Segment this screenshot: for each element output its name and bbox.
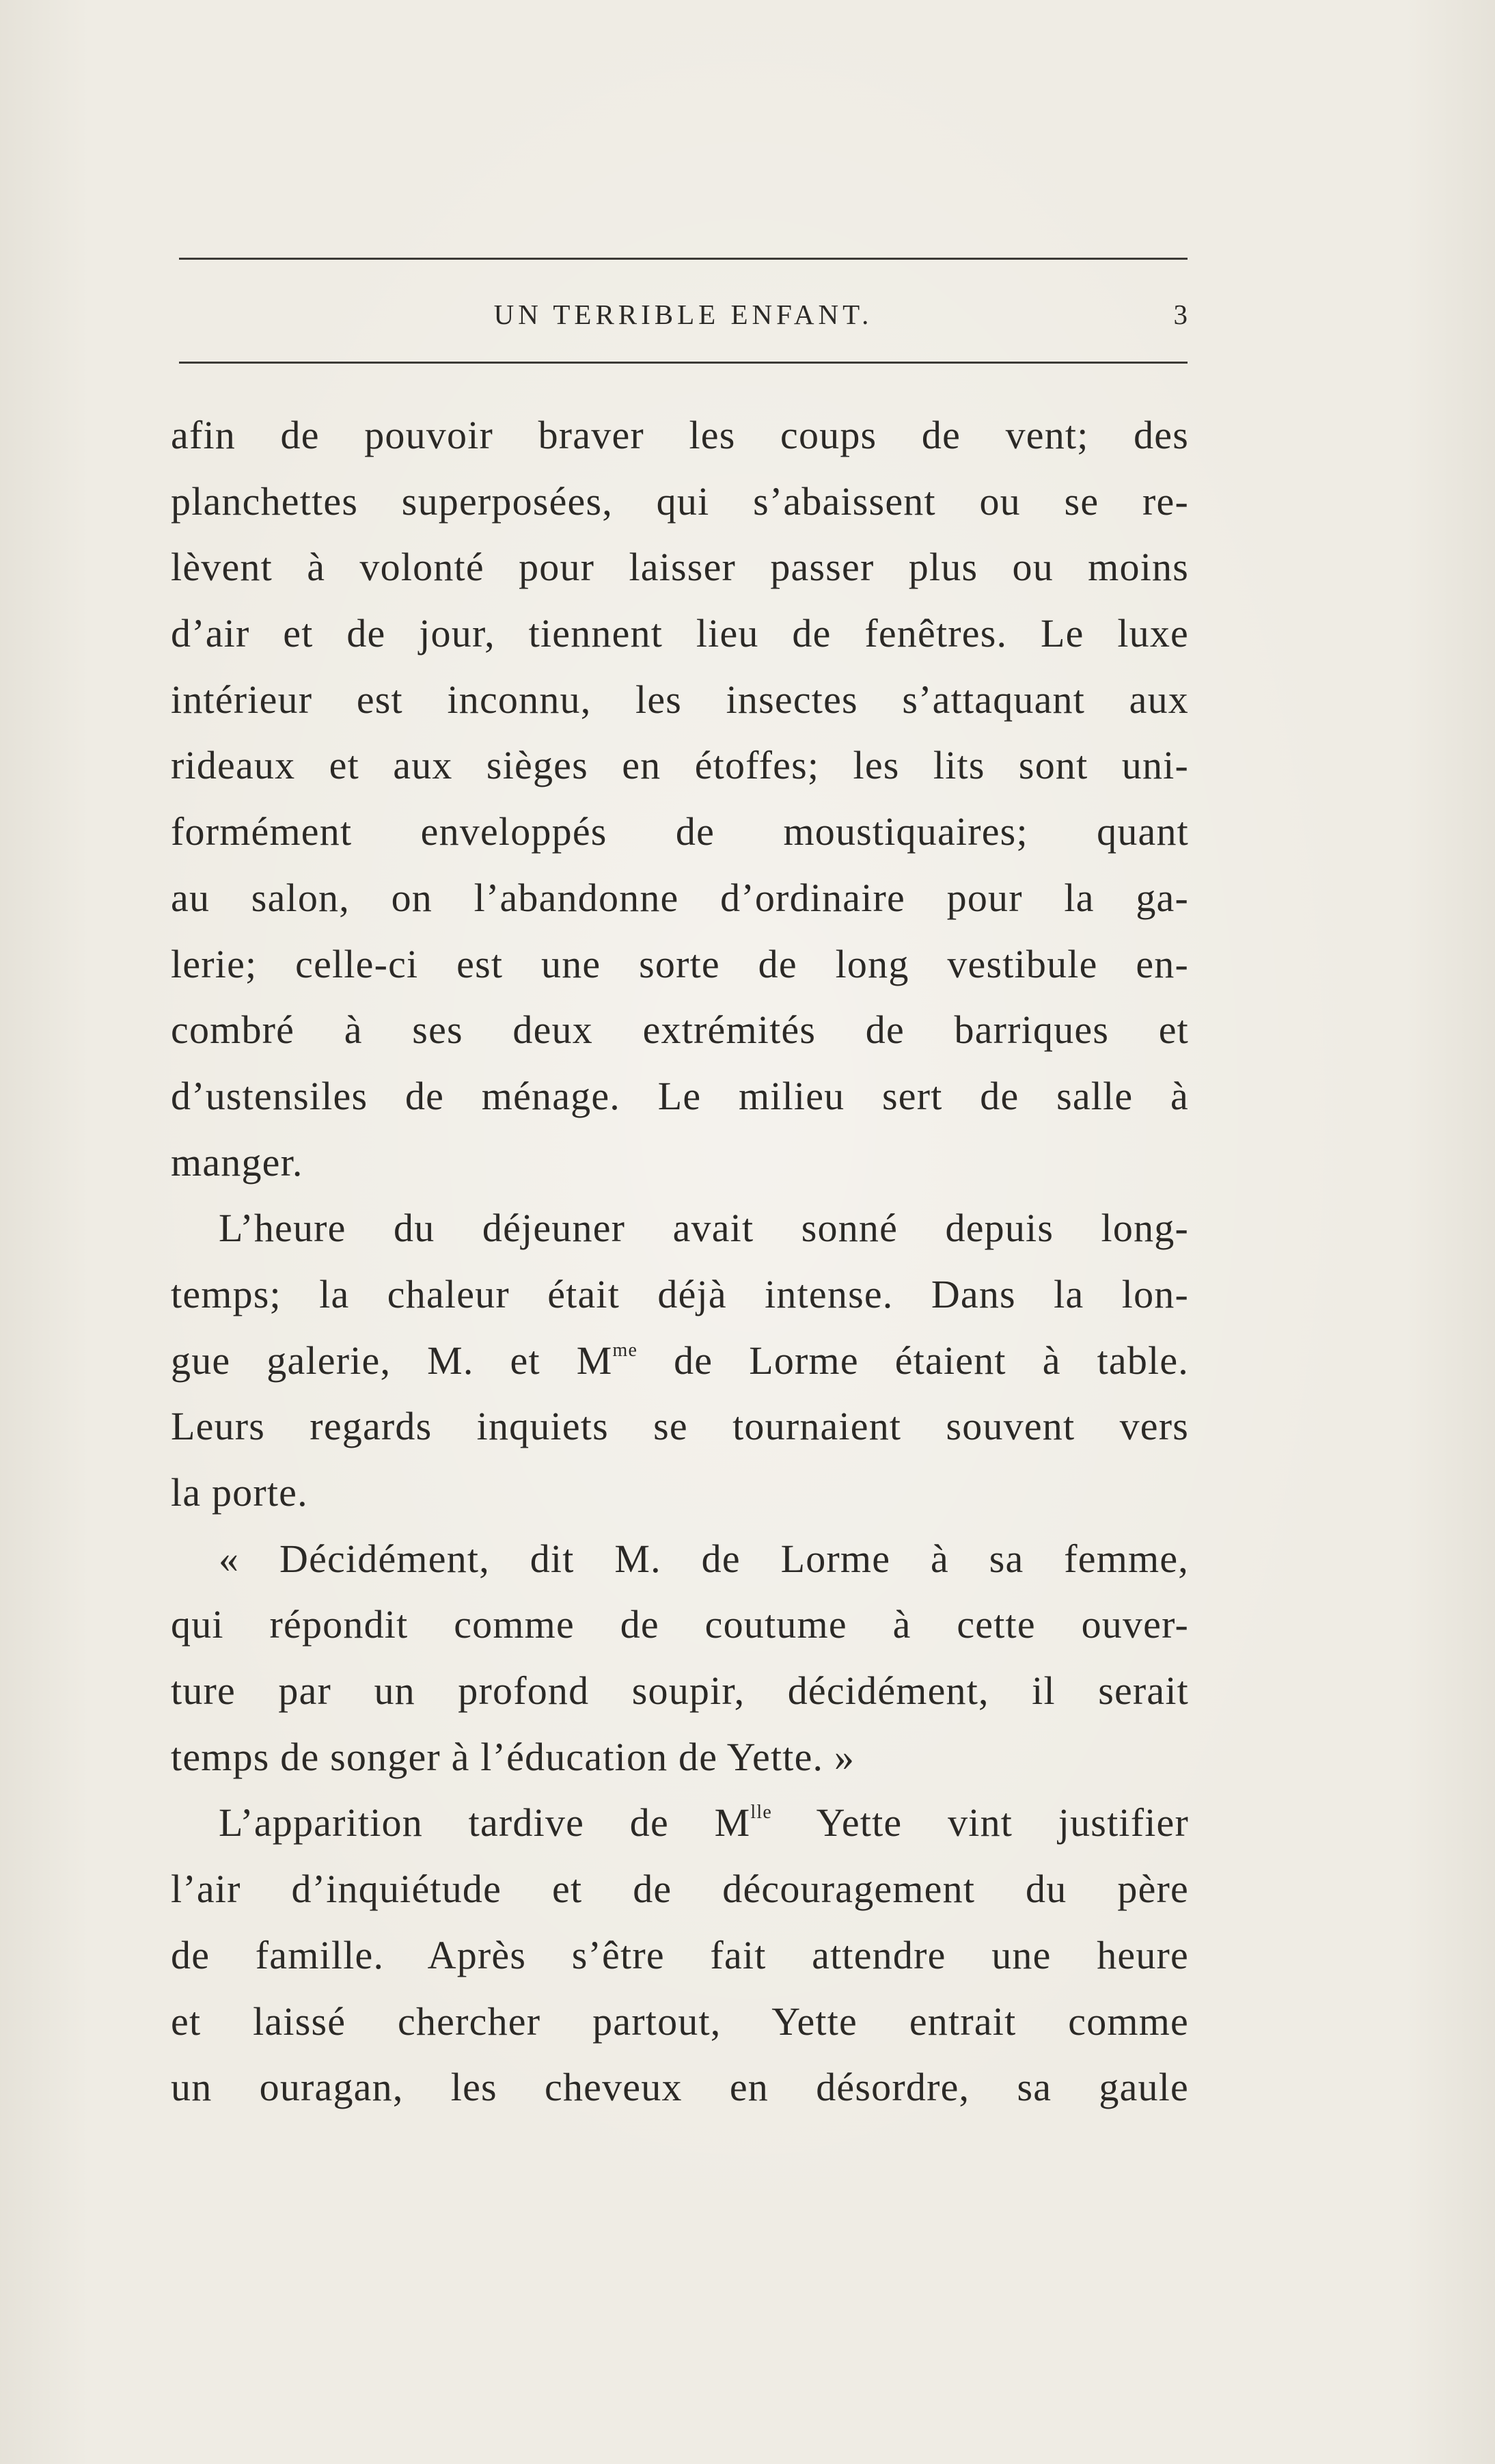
text-line: au salon, on l’abandonne d’ordinaire pour la ga- (171, 875, 1189, 920)
header-rule-top (179, 258, 1188, 260)
text-line: afin de pouvoir braver les coups de vent; des (171, 413, 1189, 457)
text-line: un ouragan, les cheveux en désordre, sa gaule (171, 2065, 1189, 2110)
text-line (171, 1790, 1189, 1856)
text-line: de famille. Après s’être fait attendre une heure (171, 1932, 1189, 1977)
text-line (171, 1328, 1189, 1394)
text-fragment: L’apparition tardive de M (219, 1800, 751, 1845)
text-line: d’ustensiles de ménage. Le milieu sert de salle à (171, 1073, 1189, 1118)
text-fragment: Yette vint justifier (772, 1800, 1189, 1845)
text-line: manger. (171, 1139, 303, 1184)
page-number: 3 (1173, 299, 1188, 330)
text-line: planchettes superposées, qui s’abaissent ou se re- (171, 478, 1189, 524)
text-line: l’air d’inquiétude et de découragement du père (171, 1867, 1189, 1912)
header-rule-bottom (179, 362, 1188, 364)
text-line: formément enveloppés de moustiquaires; quant (171, 809, 1189, 854)
text-line: la porte. (171, 1470, 308, 1515)
running-head (179, 294, 1188, 335)
running-title: UN TERRIBLE ENFANT. (493, 299, 873, 330)
text-line: d’air et de jour, tiennent lieu de fenêtres. Le luxe (171, 611, 1189, 656)
text-line: et laissé chercher partout, Yette entrait comme (171, 1999, 1189, 2044)
superscript-abbrev: me (612, 1339, 638, 1361)
body-text (171, 403, 1189, 2121)
text-line: L’heure du déjeuner avait sonné depuis long- (219, 1206, 1189, 1251)
text-line: intérieur est inconnu, les insectes s’attaquant aux (171, 677, 1189, 722)
text-line: « Décidément, dit M. de Lorme à sa femme, (219, 1536, 1189, 1581)
text-line: lèvent à volonté pour laisser passer plus ou moins (171, 545, 1189, 590)
text-fragment: de Lorme étaient à table. (637, 1338, 1189, 1383)
text-line: ture par un profond soupir, décidément, il serait (171, 1668, 1189, 1714)
superscript-abbrev: lle (750, 1802, 773, 1824)
text-line: Leurs regards inquiets se tournaient souvent vers (171, 1404, 1189, 1449)
text-line: temps; la chaleur était déjà intense. Dans la lon- (171, 1271, 1189, 1316)
text-fragment: gue galerie, M. et M (171, 1338, 613, 1383)
text-line: rideaux et aux sièges en étoffes; les lits sont uni- (171, 743, 1189, 788)
text-line: qui répondit comme de coutume à cette ouver- (171, 1602, 1189, 1647)
text-line: lerie; celle-ci est une sorte de long vestibule en- (171, 941, 1189, 986)
text-line: combré à ses deux extrémités de barriques et (171, 1007, 1189, 1053)
text-line: temps de songer à l’éducation de Yette. » (171, 1734, 855, 1779)
